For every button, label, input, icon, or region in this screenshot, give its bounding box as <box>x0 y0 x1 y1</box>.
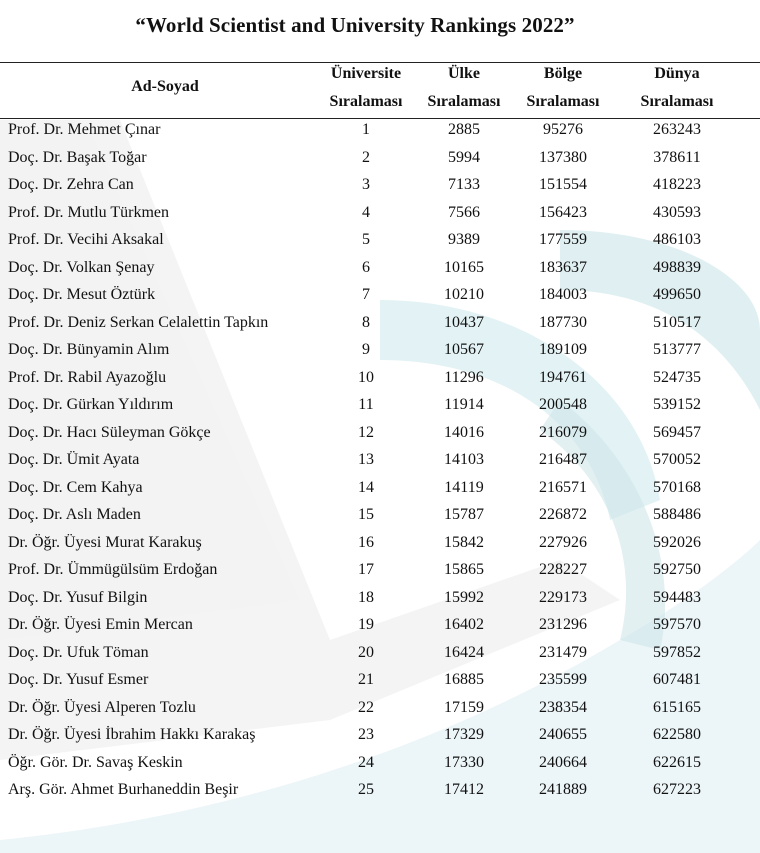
cell-world-rank: 607481 <box>653 671 701 688</box>
table-row <box>0 501 760 529</box>
cell-world-rank: 615165 <box>653 698 701 716</box>
cell-university-rank: 8 <box>362 313 370 331</box>
cell-world-rank: 378611 <box>653 148 701 166</box>
cell-world-rank: 430593 <box>653 203 701 221</box>
table-row <box>0 419 760 447</box>
cell-world-rank: 592026 <box>653 533 701 551</box>
cell-region-rank: 235599 <box>539 671 587 688</box>
cell-name: Doç. Dr. Zehra Can <box>8 176 134 193</box>
cell-university-rank: 6 <box>362 258 370 276</box>
cell-country-rank: 11914 <box>444 396 484 413</box>
cell-university-rank: 17 <box>358 561 374 578</box>
cell-country-rank: 16402 <box>444 616 484 633</box>
cell-university-rank: 7 <box>362 286 370 303</box>
cell-country-rank: 15842 <box>444 533 484 551</box>
cell-university-rank: 5 <box>362 231 370 248</box>
cell-university-rank: 24 <box>358 753 374 771</box>
cell-country-rank: 15787 <box>444 506 484 523</box>
cell-country-rank: 16885 <box>444 671 484 688</box>
cell-region-rank: 189109 <box>539 341 587 358</box>
cell-name: Öğr. Gör. Dr. Savaş Keskin <box>8 753 183 771</box>
table-row <box>0 199 760 227</box>
cell-country-rank: 10210 <box>444 286 484 303</box>
cell-university-rank: 18 <box>358 588 374 606</box>
cell-country-rank: 10567 <box>444 341 484 358</box>
cell-region-rank: 216487 <box>539 451 587 468</box>
cell-country-rank: 14103 <box>444 451 484 468</box>
cell-name: Prof. Dr. Ümmügülsüm Erdoğan <box>8 561 218 578</box>
cell-name: Doç. Dr. Volkan Şenay <box>8 258 155 276</box>
cell-name: Arş. Gör. Ahmet Burhaneddin Beşir <box>8 781 239 798</box>
cell-world-rank: 570168 <box>653 478 701 496</box>
cell-university-rank: 3 <box>362 176 370 193</box>
cell-university-rank: 2 <box>362 148 370 166</box>
cell-country-rank: 14016 <box>444 423 484 441</box>
table-row <box>0 474 760 502</box>
cell-country-rank: 15992 <box>444 588 484 606</box>
cell-region-rank: 95276 <box>543 121 583 138</box>
cell-world-rank: 498839 <box>653 258 701 276</box>
cell-name: Doç. Dr. Yusuf Esmer <box>8 671 149 688</box>
table-row <box>0 171 760 199</box>
cell-region-rank: 229173 <box>539 588 587 606</box>
cell-country-rank: 2885 <box>448 121 480 138</box>
table-row <box>0 584 760 612</box>
table-row <box>0 611 760 639</box>
cell-university-rank: 11 <box>358 396 374 413</box>
cell-world-rank: 418223 <box>653 176 701 193</box>
header-world-rank: Dünya Sıralaması <box>640 65 714 110</box>
rankings-table-body <box>0 116 760 804</box>
table-row <box>0 776 760 804</box>
table-row <box>0 529 760 557</box>
table-row <box>0 144 760 172</box>
cell-world-rank: 588486 <box>653 506 701 523</box>
cell-university-rank: 23 <box>358 726 374 743</box>
cell-region-rank: 241889 <box>539 781 587 798</box>
table-row <box>0 116 760 144</box>
cell-university-rank: 19 <box>358 616 374 633</box>
cell-university-rank: 22 <box>358 698 374 716</box>
cell-name: Doç. Dr. Bünyamin Alım <box>8 341 170 358</box>
cell-university-rank: 13 <box>358 451 374 468</box>
cell-world-rank: 539152 <box>653 396 701 413</box>
cell-region-rank: 184003 <box>539 286 587 303</box>
cell-country-rank: 17329 <box>444 726 484 743</box>
header-university-rank: Üniversite Sıralaması <box>329 65 403 110</box>
cell-name: Prof. Dr. Deniz Serkan Celalettin Tapkın <box>8 313 269 331</box>
cell-world-rank: 499650 <box>653 286 701 303</box>
cell-name: Dr. Öğr. Üyesi Emin Mercan <box>8 616 193 633</box>
cell-university-rank: 16 <box>358 533 374 551</box>
cell-region-rank: 151554 <box>539 176 587 193</box>
cell-world-rank: 510517 <box>653 313 701 331</box>
cell-name: Doç. Dr. Yusuf Bilgin <box>8 588 148 606</box>
cell-country-rank: 17412 <box>444 781 484 798</box>
cell-world-rank: 570052 <box>653 451 701 468</box>
cell-university-rank: 1 <box>362 121 370 138</box>
table-row <box>0 749 760 777</box>
cell-region-rank: 216571 <box>539 478 587 496</box>
cell-world-rank: 597852 <box>653 643 701 661</box>
cell-country-rank: 5994 <box>448 148 480 166</box>
cell-world-rank: 263243 <box>653 121 701 138</box>
table-row <box>0 254 760 282</box>
table-row <box>0 364 760 392</box>
cell-world-rank: 592750 <box>653 561 701 578</box>
cell-region-rank: 227926 <box>539 533 587 551</box>
cell-region-rank: 226872 <box>539 506 587 523</box>
cell-region-rank: 177559 <box>539 231 587 248</box>
cell-world-rank: 627223 <box>653 781 701 798</box>
cell-region-rank: 238354 <box>539 698 587 716</box>
cell-country-rank: 17330 <box>444 753 484 771</box>
table-row <box>0 639 760 667</box>
cell-name: Doç. Dr. Aslı Maden <box>8 506 141 523</box>
cell-country-rank: 16424 <box>444 643 484 661</box>
cell-world-rank: 622580 <box>653 726 701 743</box>
cell-name: Dr. Öğr. Üyesi İbrahim Hakkı Karakaş <box>8 726 256 743</box>
cell-university-rank: 12 <box>358 423 374 441</box>
cell-name: Doç. Dr. Başak Toğar <box>8 148 147 166</box>
table-row <box>0 226 760 254</box>
cell-university-rank: 25 <box>358 781 374 798</box>
cell-university-rank: 15 <box>358 506 374 523</box>
cell-country-rank: 14119 <box>444 478 484 496</box>
table-row <box>0 666 760 694</box>
cell-name: Prof. Dr. Mehmet Çınar <box>8 121 161 138</box>
cell-world-rank: 486103 <box>653 231 701 248</box>
cell-name: Doç. Dr. Cem Kahya <box>8 478 143 496</box>
cell-university-rank: 4 <box>362 203 370 221</box>
cell-university-rank: 9 <box>362 341 370 358</box>
cell-university-rank: 20 <box>358 643 374 661</box>
cell-name: Doç. Dr. Gürkan Yıldırım <box>8 396 174 413</box>
cell-region-rank: 200548 <box>539 396 587 413</box>
cell-name: Doç. Dr. Ümit Ayata <box>8 451 140 468</box>
cell-world-rank: 569457 <box>653 423 701 441</box>
cell-region-rank: 240664 <box>539 753 587 771</box>
cell-university-rank: 14 <box>358 478 374 496</box>
table-row <box>0 391 760 419</box>
cell-name: Doç. Dr. Ufuk Töman <box>8 643 149 661</box>
document-title: “World Scientist and University Rankings 2022” <box>135 13 575 37</box>
cell-region-rank: 194761 <box>539 368 587 386</box>
table-row <box>0 446 760 474</box>
table-row <box>0 721 760 749</box>
cell-country-rank: 10437 <box>444 313 484 331</box>
cell-world-rank: 594483 <box>653 588 701 606</box>
cell-region-rank: 231479 <box>539 643 587 661</box>
table-row <box>0 694 760 722</box>
cell-region-rank: 137380 <box>539 148 587 166</box>
cell-country-rank: 7566 <box>448 203 480 221</box>
cell-country-rank: 15865 <box>444 561 484 578</box>
table-row <box>0 556 760 584</box>
cell-university-rank: 21 <box>358 671 374 688</box>
header-country-rank: Ülke Sıralaması <box>427 65 501 110</box>
cell-name: Prof. Dr. Rabil Ayazoğlu <box>8 368 167 386</box>
cell-university-rank: 10 <box>358 368 374 386</box>
cell-world-rank: 597570 <box>653 616 701 633</box>
cell-region-rank: 240655 <box>539 726 587 743</box>
cell-name: Doç. Dr. Hacı Süleyman Gökçe <box>8 423 211 441</box>
cell-country-rank: 7133 <box>448 176 480 193</box>
cell-name: Dr. Öğr. Üyesi Alperen Tozlu <box>8 698 196 716</box>
table-row <box>0 309 760 337</box>
table-row <box>0 336 760 364</box>
cell-world-rank: 524735 <box>653 368 701 386</box>
cell-region-rank: 187730 <box>539 313 587 331</box>
cell-name: Prof. Dr. Vecihi Aksakal <box>8 231 164 248</box>
cell-region-rank: 228227 <box>539 561 587 578</box>
cell-country-rank: 10165 <box>444 258 484 276</box>
cell-region-rank: 216079 <box>539 423 587 441</box>
cell-region-rank: 156423 <box>539 203 587 221</box>
cell-region-rank: 183637 <box>539 258 587 276</box>
cell-name: Doç. Dr. Mesut Öztürk <box>8 286 156 303</box>
cell-region-rank: 231296 <box>539 616 587 633</box>
cell-name: Dr. Öğr. Üyesi Murat Karakuş <box>8 533 202 551</box>
cell-world-rank: 622615 <box>653 753 701 771</box>
table-row <box>0 281 760 309</box>
cell-country-rank: 9389 <box>448 231 480 248</box>
header-region-rank: Bölge Sıralaması <box>526 65 600 110</box>
cell-country-rank: 11296 <box>444 368 484 386</box>
cell-world-rank: 513777 <box>653 341 701 358</box>
header-name: Ad-Soyad <box>131 78 199 95</box>
cell-name: Prof. Dr. Mutlu Türkmen <box>8 203 170 221</box>
cell-country-rank: 17159 <box>444 698 484 716</box>
